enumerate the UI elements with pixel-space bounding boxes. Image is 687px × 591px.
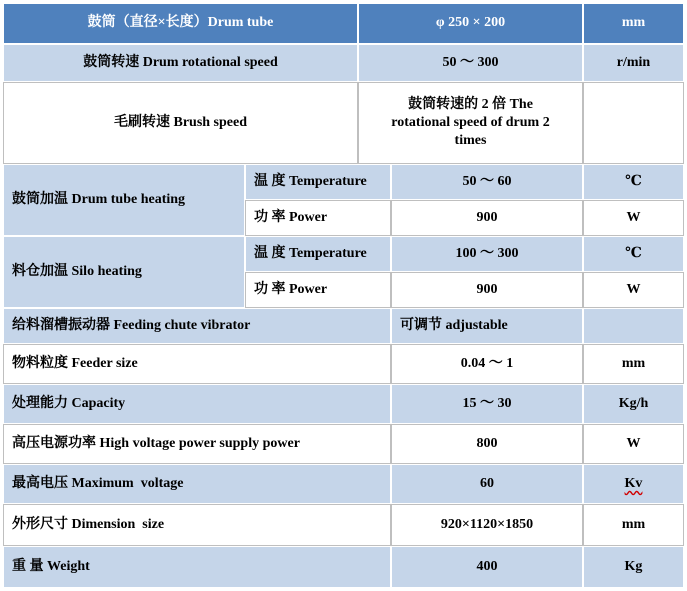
silo-temp-value-cell [391,236,583,272]
silo-heating-label-cell [3,236,245,308]
max-voltage-unit: Kv [624,475,643,491]
drum-power-value-cell [391,200,583,236]
drum-temp-label-cell [245,164,391,200]
silo-heating-label: 料仓加温 Silo heating [12,263,142,279]
brush-speed-value-line-1: 鼓筒转速的 2 倍 The [408,96,533,112]
silo-temp-label: 温 度 Temperature [254,245,367,261]
drum-temp-unit-cell [583,164,684,200]
drum-heating-label-cell [3,164,245,236]
hv-power-unit: W [626,435,641,451]
drum-speed-label-cell [3,44,358,82]
header-value: φ 250 × 200 [435,15,506,31]
drum-temp-unit: ℃ [625,173,642,189]
vibrator-value: 可调节 adjustable [400,317,508,333]
feeder-size-value-cell [391,344,583,384]
dimension-value-cell [391,504,583,546]
capacity-value: 15 ～ 30 [462,395,512,411]
hv-power-label: 高压电源功率 High voltage power supply power [12,435,300,451]
silo-temp-value: 100 ～ 300 [455,245,519,261]
brush-speed-label: 毛刷转速 Brush speed [113,114,248,130]
drum-temp-label: 温 度 Temperature [254,173,367,189]
vibrator-unit-cell [583,308,684,344]
weight-unit: Kg [624,558,643,574]
drum-power-unit-cell [583,200,684,236]
brush-speed-label-cell [3,82,358,164]
drum-power-value: 900 [476,209,498,225]
drum-temp-value: 50 ～ 60 [462,173,512,189]
dimension-unit: mm [621,516,646,532]
drum-power-label: 功 率 Power [254,209,328,225]
max-voltage-label-cell [3,464,391,504]
drum-power-label-cell [245,200,391,236]
weight-label-cell [3,546,391,588]
brush-speed-value-line-2: rotational speed of drum 2 [391,114,550,130]
hv-power-value-cell [391,424,583,464]
silo-temp-unit-cell [583,236,684,272]
dimension-label: 外形尺寸 Dimension size [12,516,165,532]
capacity-unit-cell [583,384,684,424]
hv-power-value: 800 [476,435,498,451]
dimension-label-cell [3,504,391,546]
weight-label: 重 量 Weight [12,558,90,574]
silo-temp-unit: ℃ [625,245,642,261]
drum-speed-unit: r/min [616,54,651,70]
dimension-value: 920×1120×1850 [440,516,534,532]
header-item-cell [3,3,358,44]
dimension-unit-cell [583,504,684,546]
header-item: 鼓筒（直径×长度）Drum tube [87,15,274,31]
feeder-size-unit-cell [583,344,684,384]
weight-unit-cell [583,546,684,588]
weight-value: 400 [476,558,498,574]
max-voltage-value: 60 [480,475,494,491]
silo-power-label-cell [245,272,391,308]
silo-power-unit: W [626,281,641,297]
hv-power-label-cell [3,424,391,464]
feeder-size-label: 物料粒度 Feeder size [12,355,138,371]
capacity-label-cell [3,384,391,424]
capacity-label: 处理能力 Capacity [12,395,126,411]
feeder-size-unit: mm [621,355,646,371]
vibrator-label: 给料溜槽振动器 Feeding chute vibrator [12,317,251,333]
silo-power-label: 功 率 Power [254,281,328,297]
feeder-size-value: 0.04 ～ 1 [460,355,514,371]
drum-speed-unit-cell [583,44,684,82]
silo-power-unit-cell [583,272,684,308]
drum-temp-value-cell [391,164,583,200]
vibrator-label-cell [3,308,391,344]
silo-power-value-cell [391,272,583,308]
header-value-cell [358,3,583,44]
drum-heating-label: 鼓筒加温 Drum tube heating [12,191,186,207]
brush-speed-value-cell [358,82,583,164]
hv-power-unit-cell [583,424,684,464]
silo-power-value: 900 [476,281,498,297]
brush-speed-value-line-3: times [454,133,487,149]
drum-speed-value-cell [358,44,583,82]
feeder-size-label-cell [3,344,391,384]
max-voltage-value-cell [391,464,583,504]
weight-value-cell [391,546,583,588]
vibrator-value-cell [391,308,583,344]
brush-speed-unit-cell [583,82,684,164]
spec-table [3,3,684,588]
max-voltage-unit-cell [583,464,684,504]
capacity-value-cell [391,384,583,424]
max-voltage-label: 最高电压 Maximum voltage [12,475,184,491]
drum-speed-label: 鼓筒转速 Drum rotational speed [83,54,278,70]
silo-temp-label-cell [245,236,391,272]
header-unit: mm [621,15,646,31]
header-unit-cell [583,3,684,44]
drum-speed-value: 50 ～ 300 [442,54,499,70]
capacity-unit: Kg/h [618,395,649,411]
drum-power-unit: W [626,209,641,225]
